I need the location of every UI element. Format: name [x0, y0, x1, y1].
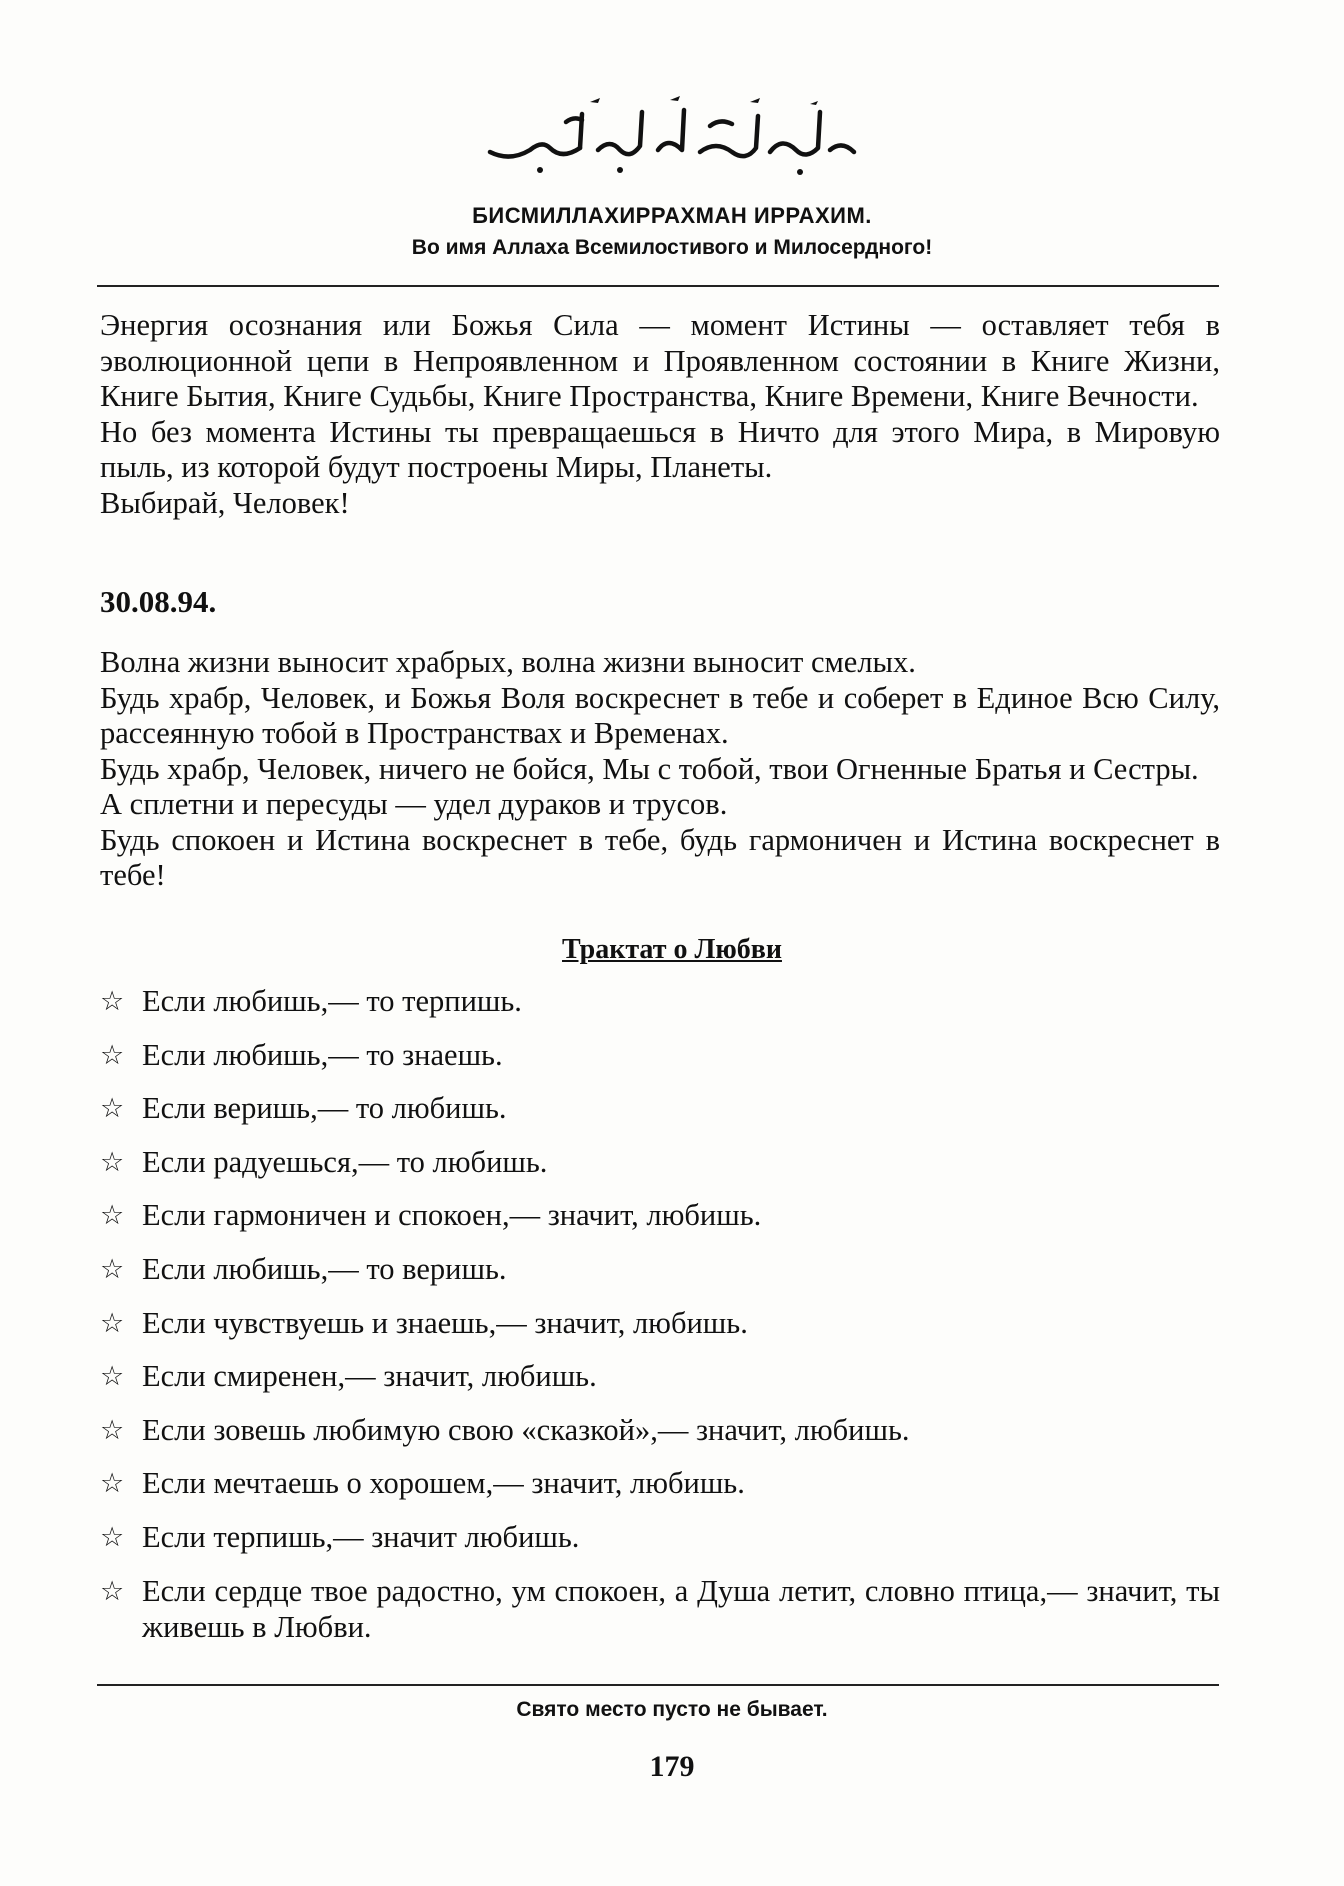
- paragraph-line: Выбирай, Человек!: [100, 485, 350, 520]
- star-outline-icon: ☆: [100, 1200, 125, 1231]
- list-item: [100, 1251, 1220, 1287]
- treatise-title: Трактат о Любви: [562, 934, 782, 965]
- star-outline-icon: ☆: [100, 1468, 125, 1499]
- list-item: [100, 1519, 1220, 1555]
- paragraph-line: Волна жизни выносит храбрых, волна жизни выносит смелых.: [100, 645, 916, 679]
- star-outline-icon: ☆: [100, 1414, 125, 1445]
- star-outline-icon: ☆: [100, 1361, 125, 1392]
- header-subtitle: Во имя Аллаха Всемилостивого и Милосердного!: [411, 236, 933, 259]
- star-outline-icon: ☆: [100, 1575, 125, 1606]
- list-item: [100, 1412, 1220, 1448]
- list-item-text: Если зовешь любимую свою «сказкой»,— значит, любишь.: [142, 1412, 910, 1447]
- bottom-divider: [97, 1684, 1219, 1686]
- list-item: [100, 1465, 1220, 1501]
- list-item-text: Если сердце твое радостно, ум спокоен, а Душа летит, словно птица,— значит, ты живешь в Любви.: [142, 1573, 1220, 1644]
- paragraph-line: А сплетни и пересуды — удел дураков и трусов.: [100, 787, 728, 821]
- footer-motto: Свято место пусто не бывает.: [516, 1698, 828, 1721]
- list-item: [100, 1197, 1220, 1233]
- list-item: [100, 1144, 1220, 1180]
- star-outline-icon: ☆: [100, 1093, 125, 1124]
- list-item: [100, 1305, 1220, 1341]
- list-item-text: Если смиренен,— значит, любишь.: [142, 1359, 597, 1394]
- list-item: [100, 1358, 1220, 1394]
- paragraph-line: Будь храбр, Человек, и Божья Воля воскреснет в тебе и соберет в Единое Всю Силу, рассеянную тобой в Пространствах и Временах.: [100, 680, 1220, 750]
- list-item-text: Если мечтаешь о хорошем,— значит, любишь.: [142, 1466, 745, 1501]
- paragraph-line: Будь спокоен и Истина воскреснет в тебе, будь гармоничен и Истина воскреснет в тебе!: [100, 822, 1220, 892]
- star-outline-icon: ☆: [100, 1307, 125, 1338]
- treatise-list: [100, 983, 1220, 1662]
- star-outline-icon: ☆: [100, 1146, 125, 1177]
- list-item-text: Если любишь,— то знаешь.: [142, 1037, 503, 1072]
- list-item: [100, 983, 1220, 1019]
- list-item: [100, 1090, 1220, 1126]
- paragraph-wave-of-life: [100, 645, 1220, 894]
- list-item: [100, 1037, 1220, 1073]
- list-item-text: Если любишь,— то веришь.: [142, 1251, 507, 1286]
- paragraph-line: Будь храбр, Человек, ничего не бойся, Мы с тобой, твои Огненные Братья и Сестры.: [100, 751, 1199, 786]
- star-outline-icon: ☆: [100, 986, 125, 1016]
- bismillah-calligraphy-icon: [470, 90, 870, 185]
- star-outline-icon: ☆: [100, 1521, 125, 1552]
- header-title: БИСМИЛЛАХИРРАХМАН ИРРАХИМ.: [472, 203, 872, 228]
- paragraph-energy: [100, 308, 1220, 521]
- top-divider: [97, 285, 1219, 287]
- star-outline-icon: ☆: [100, 1039, 125, 1070]
- paragraph-line: Но без момента Истины ты превращаешься в Ничто для этого Мира, в Мировую пыль, из которой будут построены Миры, Планеты.: [100, 414, 1220, 484]
- list-item-text: Если веришь,— то любишь.: [142, 1091, 507, 1126]
- star-outline-icon: ☆: [100, 1253, 125, 1284]
- list-item-text: Если гармоничен и спокоен,— значит, любишь.: [142, 1198, 762, 1233]
- list-item: [100, 1573, 1220, 1645]
- list-item-text: Если чувствуешь и знаешь,— значит, любишь.: [142, 1305, 748, 1340]
- page-number: 179: [649, 1750, 695, 1783]
- list-item-text: Если терпишь,— значит любишь.: [142, 1519, 580, 1554]
- paragraph-line: Энергия осознания или Божья Сила — момент Истины — оставляет тебя в эволюционной цепи в Непроявленном и Проявленном состоянии в Книге Жизни, Книге Бытия, Книге Судьбы, Книге Пространства, Книге Времени, Книге Вечности.: [100, 308, 1220, 413]
- list-item-text: Если радуешься,— то любишь.: [142, 1144, 548, 1179]
- list-item-text: Если любишь,— то терпишь.: [142, 984, 522, 1018]
- entry-date: 30.08.94.: [100, 584, 217, 619]
